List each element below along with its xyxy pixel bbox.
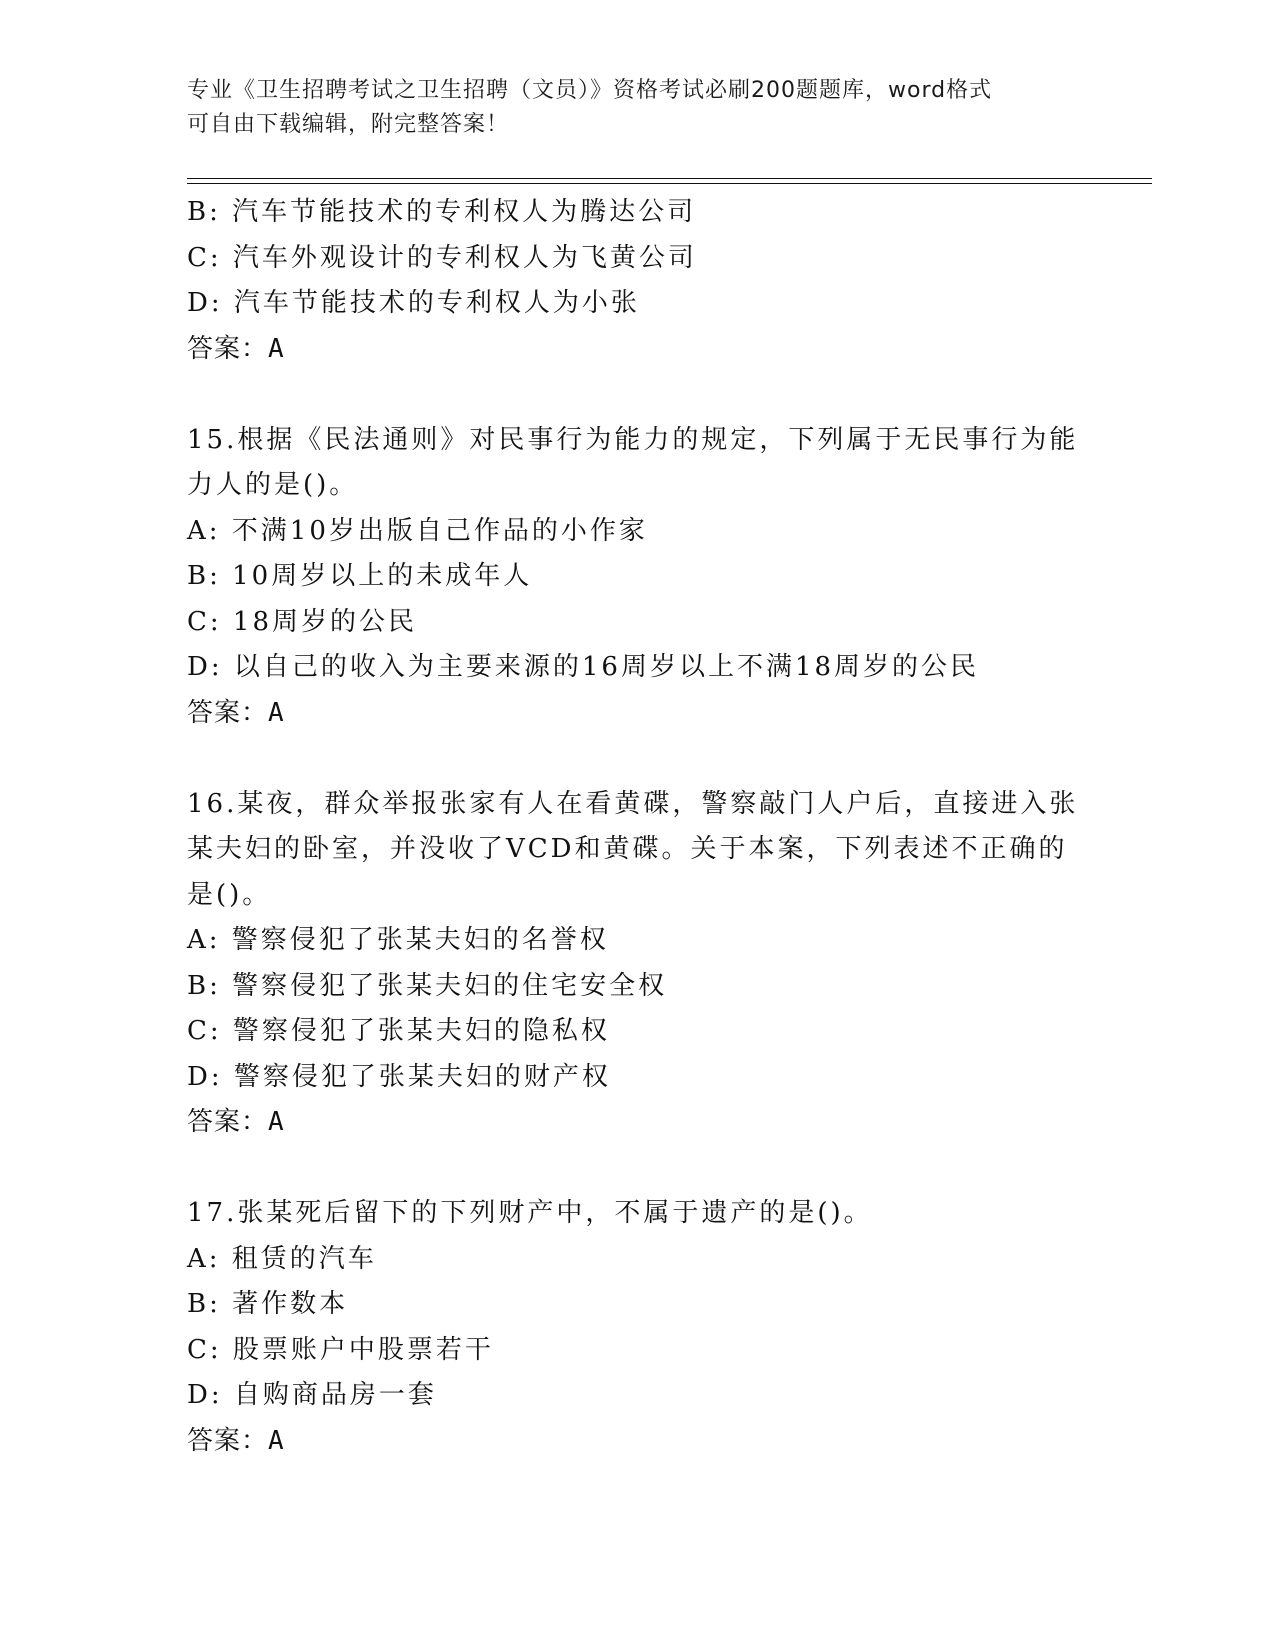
answer-line: [187, 327, 1087, 373]
question-stem-line: 力人的是()。: [187, 470, 359, 500]
answer-label: 答案：: [187, 1107, 269, 1137]
question-stem-line: 17.张某死后留下的下列财产中，不属于遗产的是()。: [187, 1198, 873, 1228]
option-a: A: 不满10岁出版自己作品的小作家: [187, 515, 648, 546]
option-a: A: 租赁的汽车: [187, 1243, 377, 1274]
answer-line: [187, 1100, 1087, 1146]
option-b: B: 汽车节能技术的专利权人为腾达公司: [187, 197, 697, 227]
question-16: [187, 782, 1087, 1146]
answer-value: A: [268, 1107, 285, 1137]
question-stem-line: 16.某夜，群众举报张家有人在看黄碟，警察敲门人户后，直接进入张: [187, 788, 1079, 819]
option-d: D: 警察侵犯了张某夫妇的财产权: [187, 1061, 611, 1092]
option-c: C: 警察侵犯了张某夫妇的隐私权: [187, 1016, 610, 1046]
answer-value: A: [268, 697, 285, 728]
header-line-1: 专业《卫生招聘考试之卫生招聘（文员）》资格考试必刷200题题库，word格式: [187, 78, 993, 103]
header-line-2: 可自由下载编辑，附完整答案！: [187, 112, 510, 137]
option-d: D: 自购商品房一套: [187, 1380, 437, 1410]
header-divider-bottom: [187, 183, 1152, 184]
answer-label: 答案：: [187, 1425, 269, 1456]
answer-line: [187, 1419, 1087, 1465]
question-17: [187, 1191, 1087, 1464]
option-d: D: 汽车节能技术的专利权人为小张: [187, 288, 640, 318]
option-c: C: 汽车外观设计的专利权人为飞黄公司: [187, 242, 697, 273]
answer-value: A: [268, 1425, 285, 1456]
option-b: B: 著作数本: [187, 1289, 349, 1319]
option-c: C: 18周岁的公民: [187, 606, 418, 637]
question-15: [187, 418, 1087, 737]
answer-value: A: [268, 333, 285, 364]
question-stem-line: 15.根据《民法通则》对民事行为能力的规定，下列属于无民事行为能: [187, 424, 1079, 455]
document-header: [187, 74, 1087, 142]
question-stem-line: 某夫妇的卧室，并没收了VCD和黄碟。关于本案，下列表述不正确的: [187, 834, 1068, 864]
answer-line: [187, 691, 1087, 737]
option-a: A: 警察侵犯了张某夫妇的名誉权: [187, 925, 609, 955]
answer-label: 答案：: [187, 697, 269, 728]
header-divider-top: [187, 178, 1152, 179]
answer-label: 答案：: [187, 333, 269, 364]
option-b: B: 警察侵犯了张某夫妇的住宅安全权: [187, 970, 668, 1001]
option-c: C: 股票账户中股票若干: [187, 1334, 494, 1365]
question-14-continuation: [187, 190, 1087, 372]
option-d: D: 以自己的收入为主要来源的16周岁以上不满18周岁的公民: [187, 652, 980, 682]
question-content: [187, 190, 1087, 1464]
question-stem-line: 是()。: [187, 879, 272, 910]
option-b: B: 10周岁以上的未成年人: [187, 561, 533, 591]
